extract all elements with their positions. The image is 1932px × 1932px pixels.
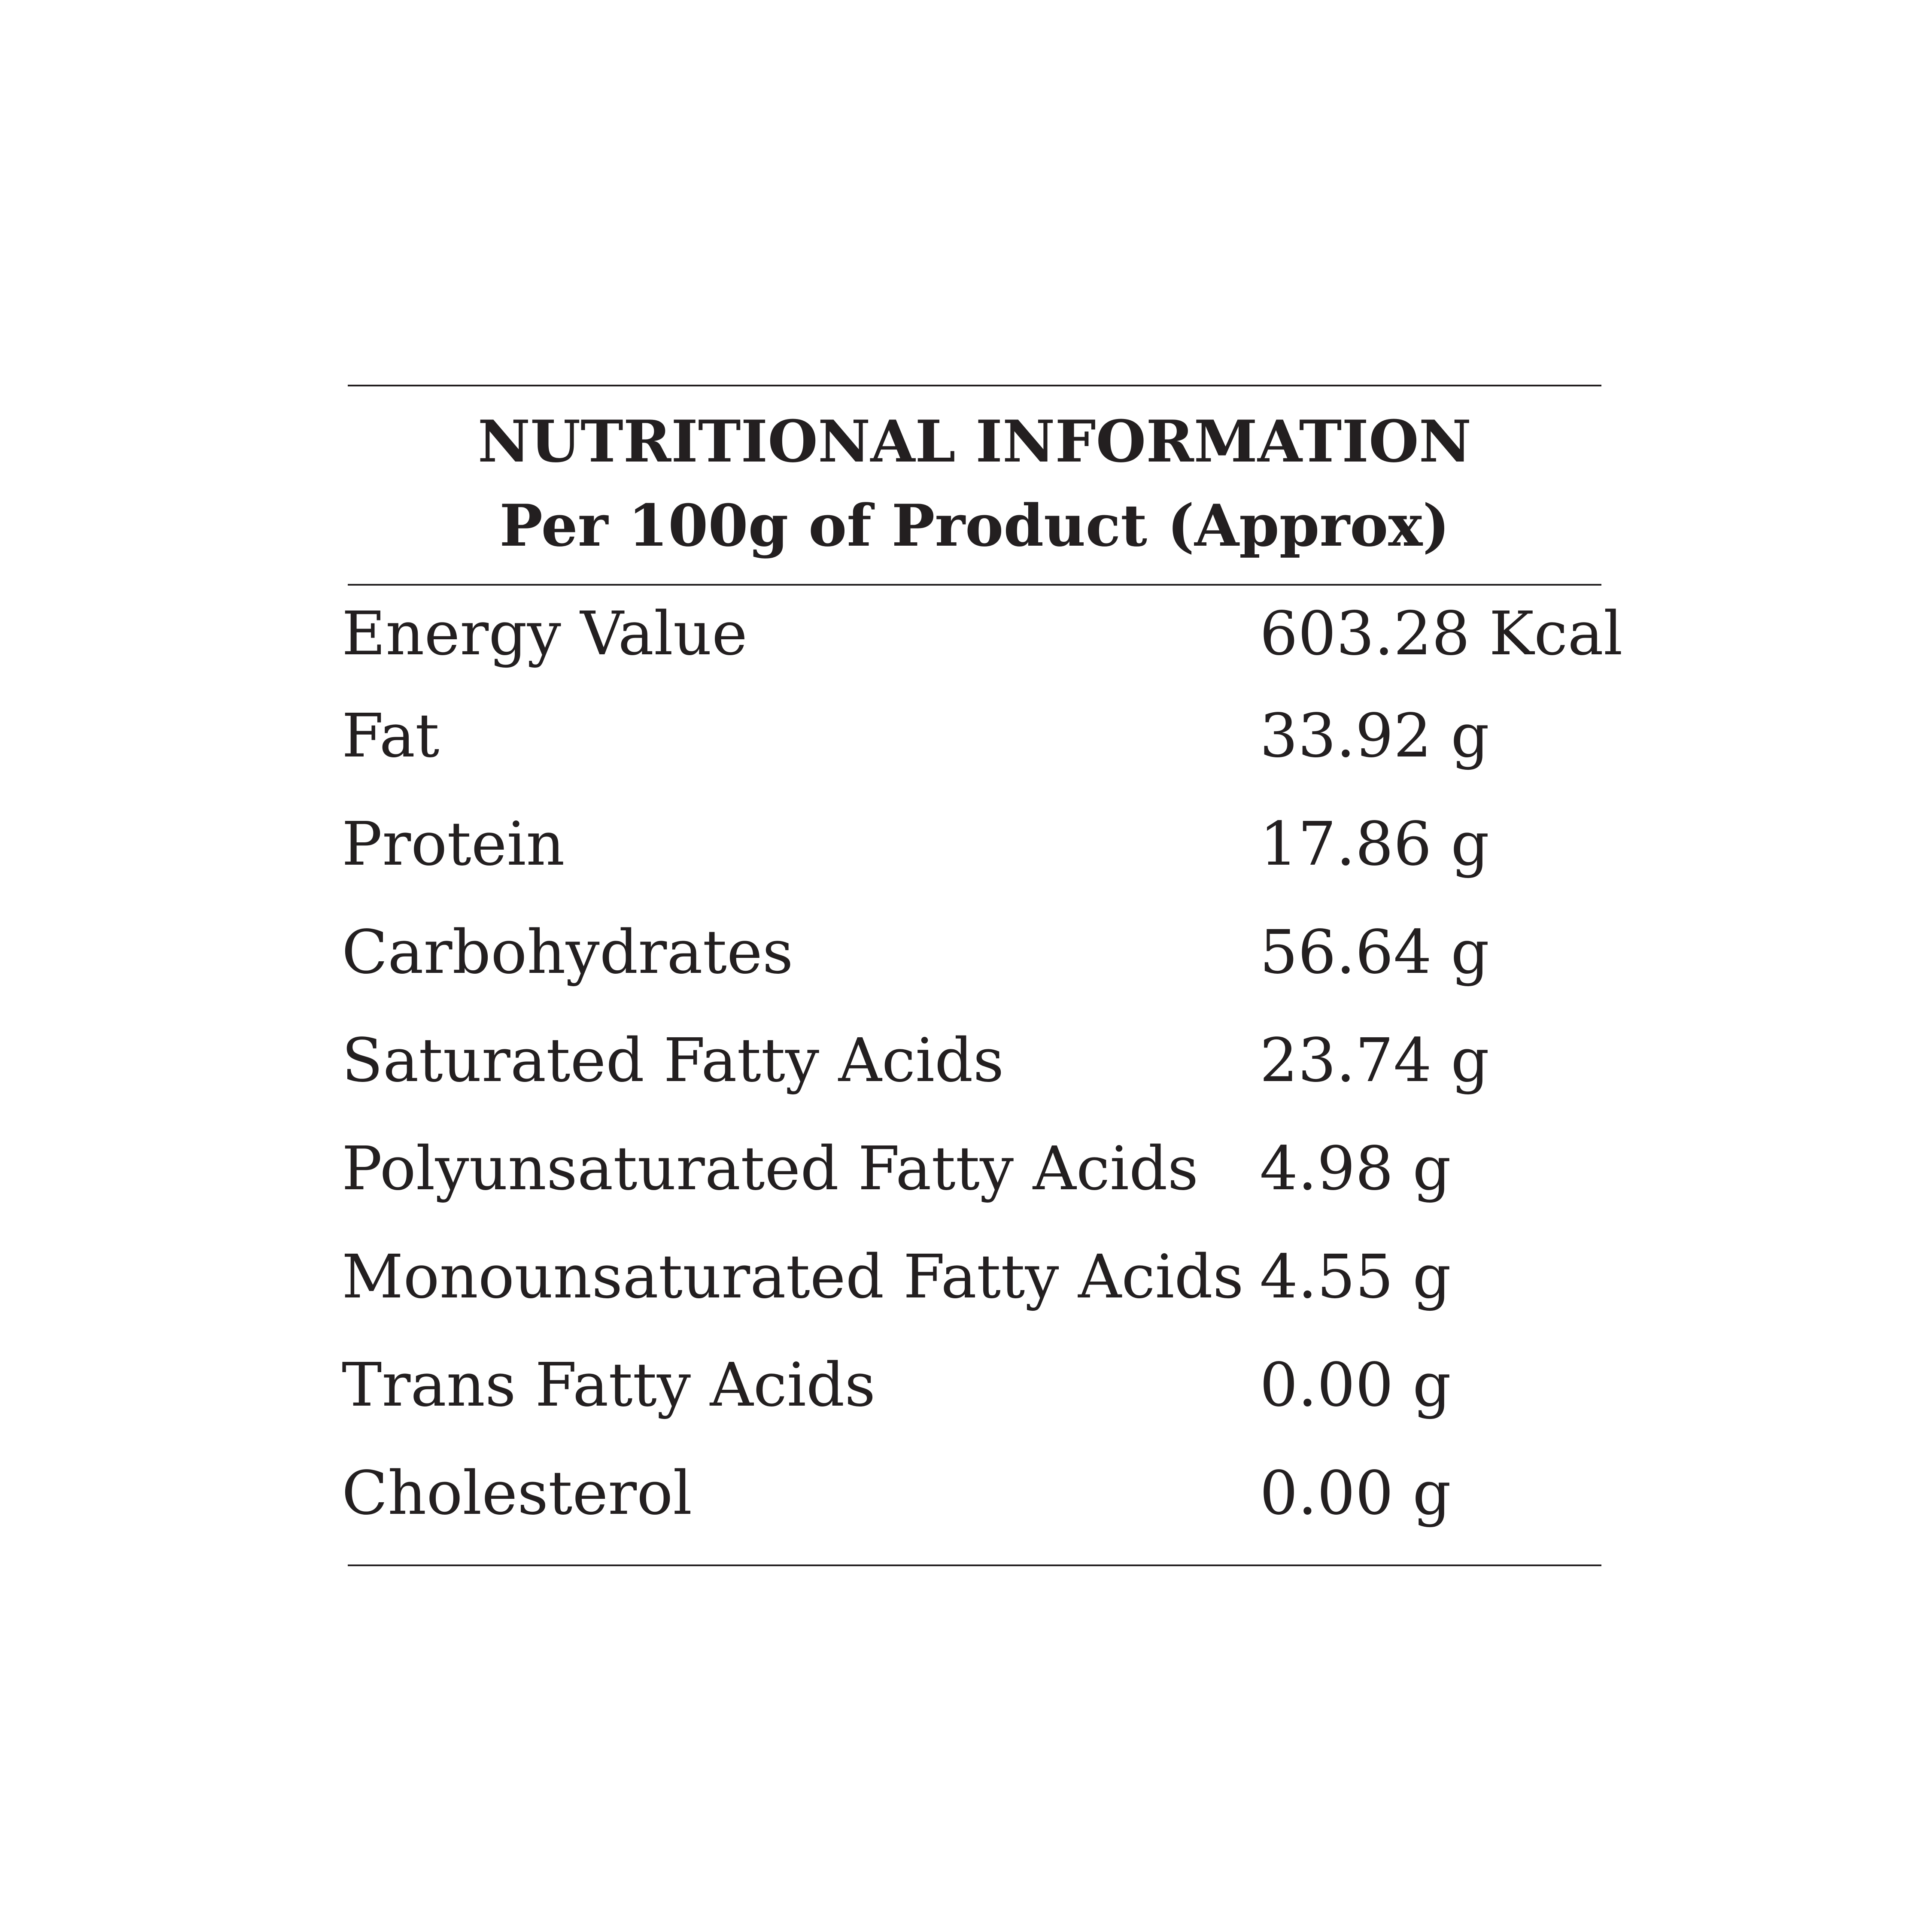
table-row <box>342 1115 1601 1223</box>
nutrient-label: Trans Fatty Acids <box>342 1350 876 1420</box>
nutrient-label: Polyunsaturated Fatty Acids <box>342 1133 1199 1204</box>
table-row <box>342 682 1601 790</box>
nutrient-value: 0.00 g <box>1260 1458 1451 1528</box>
nutrient-label: Fat <box>342 701 440 771</box>
table-row <box>342 898 1601 1006</box>
nutrient-label: Energy Value <box>342 598 747 669</box>
nutrition-title: NUTRITIONAL INFORMATION <box>477 407 1472 475</box>
nutrient-value: 4.55 g <box>1260 1242 1451 1312</box>
nutrition-subtitle: Per 100g of Product (Approx) <box>499 492 1450 559</box>
nutrient-label: Carbohydrates <box>342 917 793 987</box>
table-row <box>342 1006 1601 1115</box>
nutrient-label: Protein <box>342 809 565 879</box>
nutrient-label: Cholesterol <box>342 1458 693 1528</box>
nutrient-value: 603.28 Kcal <box>1260 598 1623 669</box>
table-row <box>342 1223 1601 1331</box>
table-row <box>342 1439 1601 1547</box>
nutrient-value: 23.74 g <box>1260 1025 1489 1096</box>
nutrient-value: 33.92 g <box>1260 701 1489 771</box>
table-row <box>342 1331 1601 1439</box>
nutrient-value: 4.98 g <box>1260 1133 1451 1204</box>
nutrition-header <box>348 386 1601 584</box>
table-row <box>342 586 1623 682</box>
nutrition-panel <box>342 385 1623 1566</box>
nutrition-table <box>342 586 1623 1547</box>
nutrient-label: Saturated Fatty Acids <box>342 1025 1004 1096</box>
table-row <box>342 790 1601 898</box>
nutrient-value: 17.86 g <box>1260 809 1489 879</box>
nutrient-value: 0.00 g <box>1260 1350 1451 1420</box>
bottom-divider <box>348 1564 1601 1566</box>
nutrient-value: 56.64 g <box>1260 917 1489 987</box>
nutrient-label: Monounsaturated Fatty Acids <box>342 1242 1244 1312</box>
